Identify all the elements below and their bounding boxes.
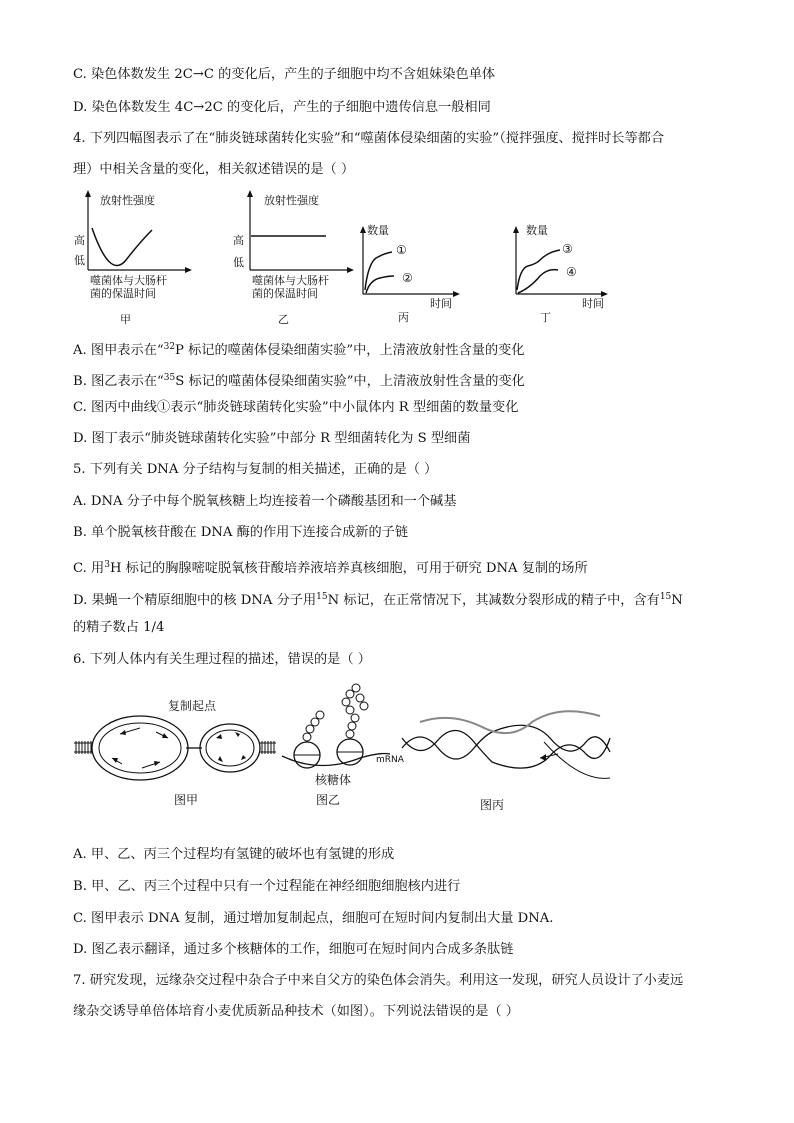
graph-yi-ylabel: 放射性强度 <box>264 194 319 207</box>
graph-yi-name: 乙 <box>278 313 289 326</box>
option-d-q5: D. 果蝇一个精原细胞中的核 DNA 分子用$^{15}$N 标记，在正常情况下，其减数分裂形成的精子中，含有$^{15}$N <box>73 592 683 608</box>
graph-yi-low: 低 <box>233 256 244 269</box>
graph-ding-c1: ③ <box>562 242 573 256</box>
graph-ding-xlabel: 时间 <box>582 297 604 310</box>
graph-bing-c2: ② <box>402 271 413 285</box>
graph-ding-c2: ④ <box>566 265 577 279</box>
option-a-q6: A. 甲、乙、丙三个过程均有氢键的破坏也有氢键的形成 <box>73 847 395 862</box>
option-d-q5-cont: 的精子数占 1/4 <box>73 620 165 635</box>
diagram-yi-mrna: mRNA <box>376 755 404 765</box>
graph-yi <box>233 190 354 326</box>
graph-jia-name: 甲 <box>120 313 131 326</box>
option-c-q5: C. 用$^3$H 标记的胸腺嘧啶脱氧核苷酸培养液培养真核细胞，可用于研究 DNA 复制的场所 <box>73 560 588 576</box>
option-a-q4: A. 图甲表示在“$^{32}$P 标记的噬菌体侵染细菌实验”中，上清液放射性含量的变化 <box>73 342 525 358</box>
diagram-yi <box>282 684 405 807</box>
graph-ding <box>513 223 608 324</box>
graph-jia-xlabel2: 菌的保温时间 <box>90 287 156 300</box>
option-a-q5: A. DNA 分子中每个脱氧核糖上均连接着一个磷酸基团和一个碱基 <box>73 494 457 509</box>
graph-jia-high: 高 <box>74 234 85 247</box>
graph-yi-high: 高 <box>233 234 244 247</box>
option-c-q3: C. 染色体数发生 2C→C 的变化后，产生的子细胞中均不含姐妹染色单体 <box>73 67 496 82</box>
graph-jia-curve <box>92 228 152 266</box>
q6-diagrams <box>70 682 630 817</box>
question-4-stem: 4. 下列四幅图表示了在“肺炎链球菌转化实验”和“噬菌体侵染细菌的实验”（搅拌强度、搅拌时长等都合 <box>73 131 665 146</box>
graph-ding-curve-4 <box>518 270 558 293</box>
diagram-jia-name: 图甲 <box>174 793 199 807</box>
graph-jia-low: 低 <box>74 254 85 267</box>
option-d-q3: D. 染色体数发生 4C→2C 的变化后，产生的子细胞中遗传信息一般相同 <box>73 100 491 115</box>
diagram-bing <box>402 711 610 812</box>
diagram-yi-name: 图乙 <box>316 793 341 807</box>
graph-bing <box>360 223 460 324</box>
option-c-q4: C. 图丙中曲线①表示“肺炎链球菌转化实验”中小鼠体内 R 型细菌的数量变化 <box>73 400 519 415</box>
option-d-q6: D. 图乙表示翻译，通过多个核糖体的工作，细胞可在短时间内合成多条肽链 <box>73 942 514 957</box>
graph-bing-curve-1 <box>365 252 392 290</box>
graph-jia-xlabel1: 噬菌体与大肠杆 <box>90 274 167 287</box>
q4-graphs <box>70 190 610 330</box>
diagram-jia-label: 复制起点 <box>168 699 217 713</box>
graph-jia <box>74 190 192 326</box>
question-4-stem-cont: 理）中相关含量的变化，相关叙述错误的是（ ） <box>73 162 355 177</box>
diagram-jia <box>74 698 276 807</box>
diagram-yi-label: 核糖体 <box>315 773 352 787</box>
option-b-q5: B. 单个脱氧核苷酸在 DNA 酶的作用下连接合成新的子链 <box>73 525 409 540</box>
question-5-stem: 5. 下列有关 DNA 分子结构与复制的相关描述，正确的是（ ） <box>73 462 438 477</box>
graph-bing-xlabel: 时间 <box>430 297 452 310</box>
question-7-stem-cont: 缘杂交诱导单倍体培育小麦优质新品种技术（如图）。下列说法错误的是（ ） <box>73 1004 519 1019</box>
option-d-q4: D. 图丁表示“肺炎链球菌转化实验”中部分 R 型细菌转化为 S 型细菌 <box>73 431 471 446</box>
graph-bing-curve-2 <box>366 276 394 293</box>
option-c-q6: C. 图甲表示 DNA 复制，通过增加复制起点，细胞可在短时间内复制出大量 DNA. <box>73 911 554 926</box>
question-7-stem: 7. 研究发现，远缘杂交过程中杂合子中来自父方的染色体会消失。利用这一发现，研究人员设计了小麦远 <box>73 973 684 988</box>
graph-bing-name: 丙 <box>398 311 409 324</box>
option-b-q4: B. 图乙表示在“$^{35}$S 标记的噬菌体侵染细菌实验”中，上清液放射性含量的变化 <box>73 373 525 389</box>
graph-ding-name: 丁 <box>540 311 551 324</box>
option-b-q6: B. 甲、乙、丙三个过程中只有一个过程能在神经细胞细胞核内进行 <box>73 879 461 894</box>
diagram-bing-name: 图丙 <box>480 798 505 812</box>
graph-bing-c1: ① <box>396 243 407 257</box>
graph-ding-ylabel: 数量 <box>526 224 548 237</box>
graph-yi-xlabel1: 噬菌体与大肠杆 <box>252 274 329 287</box>
graph-bing-ylabel: 数量 <box>367 224 389 237</box>
graph-jia-ylabel: 放射性强度 <box>100 194 155 207</box>
question-6-stem: 6. 下列人体内有关生理过程的描述，错误的是（ ） <box>73 652 371 667</box>
graph-yi-xlabel2: 菌的保温时间 <box>252 287 318 300</box>
